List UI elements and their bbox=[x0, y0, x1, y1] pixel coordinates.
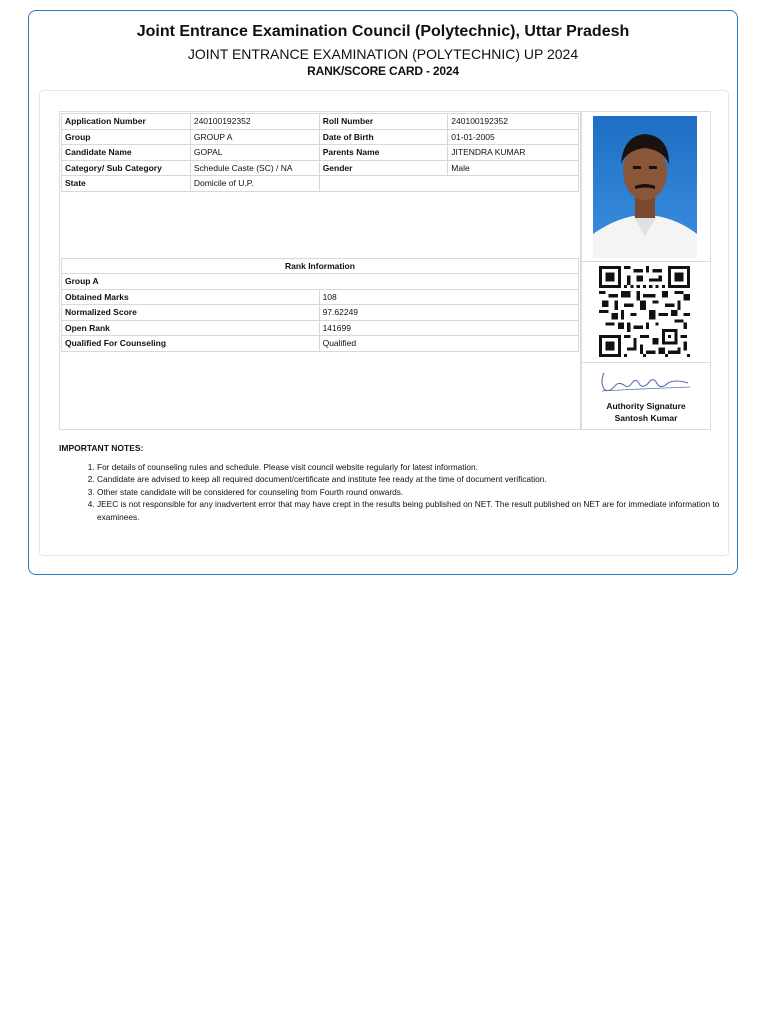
council-title: Joint Entrance Examination Council (Polytechnic), Uttar Pradesh bbox=[136, 23, 630, 40]
table-row bbox=[62, 289, 579, 305]
candidate-photo bbox=[593, 116, 697, 258]
table-row bbox=[62, 176, 579, 192]
table-row bbox=[62, 259, 579, 274]
note-item: 4. JEEC is not responsible for any inadvertent error that may have crept in the results being published on NET. The result published on NET are for immediate information to examinees. bbox=[97, 498, 747, 523]
qr-cell bbox=[582, 261, 710, 363]
category-label: Category/ Sub Category bbox=[62, 160, 191, 176]
qr-code bbox=[599, 265, 690, 358]
signature-cell bbox=[582, 363, 710, 429]
state-label: State bbox=[62, 176, 191, 192]
authority-signature bbox=[598, 367, 694, 397]
candidate-info-box bbox=[59, 111, 581, 430]
important-notes-list bbox=[59, 461, 747, 523]
card-body bbox=[39, 90, 729, 556]
table-row bbox=[62, 320, 579, 336]
table-row bbox=[62, 274, 579, 290]
roll-number-label: Roll Number bbox=[319, 114, 448, 130]
application-number-label: Application Number bbox=[62, 114, 191, 130]
dob-label: Date of Birth bbox=[319, 129, 448, 145]
gender-value: Male bbox=[448, 160, 579, 176]
photo-qr-signature-panel bbox=[581, 111, 711, 430]
empty-cell bbox=[319, 176, 578, 192]
candidate-details-table bbox=[61, 113, 579, 192]
rank-information-table bbox=[61, 258, 579, 352]
qualified-value: Qualified bbox=[319, 336, 578, 352]
rank-group-label: Group A bbox=[62, 274, 579, 290]
application-number-value: 240100192352 bbox=[190, 114, 319, 130]
authority-name: Santosh Kumar bbox=[614, 413, 678, 423]
state-value: Domicile of U.P. bbox=[190, 176, 319, 192]
candidate-name-label: Candidate Name bbox=[62, 145, 191, 161]
note-item: 1. For details of counseling rules and schedule. Please visit council website regularly for latest information. bbox=[97, 461, 747, 473]
group-value: GROUP A bbox=[190, 129, 319, 145]
dob-value: 01-01-2005 bbox=[448, 129, 579, 145]
exam-title: JOINT ENTRANCE EXAMINATION (POLYTECHNIC) UP 2024 bbox=[187, 46, 579, 62]
table-row bbox=[62, 114, 579, 130]
obtained-marks-label: Obtained Marks bbox=[62, 289, 320, 305]
candidate-name-value: GOPAL bbox=[190, 145, 319, 161]
normalized-score-value: 97.62249 bbox=[319, 305, 578, 321]
table-row bbox=[62, 336, 579, 352]
note-item: 2. Candidate are advised to keep all required document/certificate and institute fee ready at the time of document verification. bbox=[97, 473, 747, 485]
parents-name-label: Parents Name bbox=[319, 145, 448, 161]
table-row bbox=[62, 129, 579, 145]
card-title: RANK/SCORE CARD - 2024 bbox=[307, 64, 459, 78]
table-row bbox=[62, 160, 579, 176]
group-label: Group bbox=[62, 129, 191, 145]
open-rank-label: Open Rank bbox=[62, 320, 320, 336]
normalized-score-label: Normalized Score bbox=[62, 305, 320, 321]
photo-cell bbox=[582, 112, 710, 262]
note-item: 3. Other state candidate will be considered for counseling from Fourth round onwards. bbox=[97, 486, 747, 498]
important-notes-title: IMPORTANT NOTES: bbox=[59, 443, 144, 453]
gender-label: Gender bbox=[319, 160, 448, 176]
rank-score-card bbox=[28, 10, 738, 575]
roll-number-value: 240100192352 bbox=[448, 114, 579, 130]
open-rank-value: 141699 bbox=[319, 320, 578, 336]
rank-information-heading: Rank Information bbox=[62, 259, 579, 274]
qualified-label: Qualified For Counseling bbox=[62, 336, 320, 352]
authority-signature-label: Authority Signature bbox=[606, 401, 686, 411]
obtained-marks-value: 108 bbox=[319, 289, 578, 305]
parents-name-value: JITENDRA KUMAR bbox=[448, 145, 579, 161]
category-value: Schedule Caste (SC) / NA bbox=[190, 160, 319, 176]
table-row bbox=[62, 305, 579, 321]
table-row bbox=[62, 145, 579, 161]
